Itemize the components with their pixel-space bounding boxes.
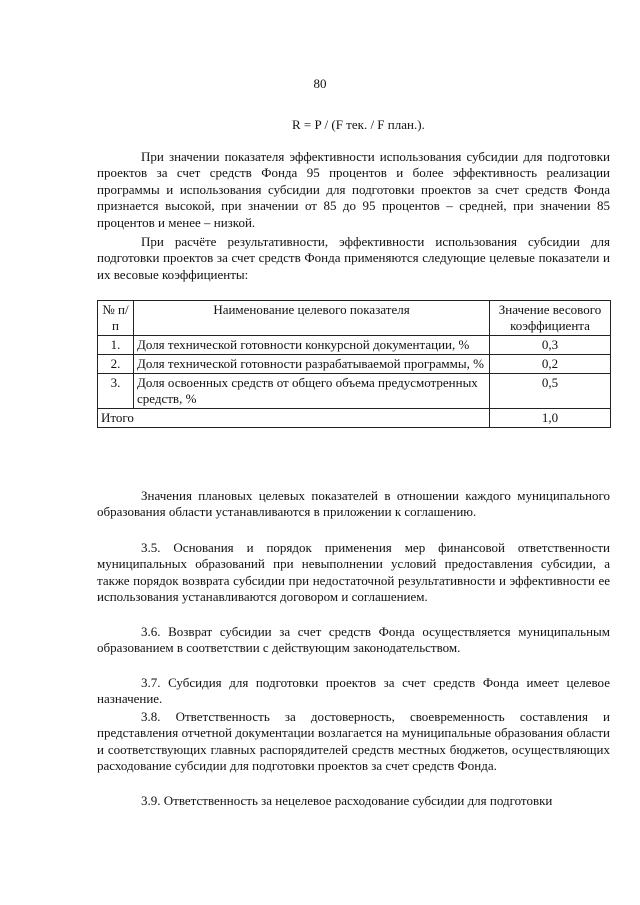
row-weight: 0,3 bbox=[490, 336, 611, 355]
paragraph-3-8: 3.8. Ответственность за достоверность, своевременность составления и представления отчетной документации возлагается на муниципальные образования области и соответствующих главных распорядителей средств местных бюджетов, осуществляющих расходование субсидии для подготовки проектов за счет средств Фонда. bbox=[97, 709, 610, 774]
total-value: 1,0 bbox=[490, 409, 611, 428]
row-weight: 0,5 bbox=[490, 374, 611, 409]
row-indicator-name: Доля технической готовности конкурсной документации, % bbox=[134, 336, 490, 355]
table-row bbox=[98, 374, 611, 409]
paragraph-3-5: 3.5. Основания и порядок применения мер финансовой ответственности муниципальных образований при невыполнении условий предоставления субсидии, а также порядок возврата субсидии при недостаточной результативности и эффективности ее использования устанавливаются договором и соглашением. bbox=[97, 540, 610, 605]
formula: R = P / (F тек. / F план.). bbox=[292, 117, 425, 132]
paragraph-3-9: 3.9. Ответственность за нецелевое расходование субсидии для подготовки bbox=[141, 793, 553, 808]
table-total-row bbox=[98, 409, 611, 428]
paragraph-3-7: 3.7. Субсидия для подготовки проектов за счет средств Фонда имеет целевое назначение. bbox=[97, 675, 610, 707]
paragraph-efficiency: При значении показателя эффективности использования субсидии для подготовки проектов за счет средств Фонда 95 процентов и более эффективность реализации программы и использования субсидии для подготовки проектов за счет средств Фонда признается высокой, при значении от 85 до 95 процентов – средней, при значении 85 процентов и менее – низкой. bbox=[97, 149, 610, 230]
paragraph-indicators-intro: При расчёте результативности, эффективности использования субсидии для подготовки проектов за счет средств Фонда применяются следующие целевые показатели и их весовые коэффициенты: bbox=[97, 234, 610, 282]
row-weight: 0,2 bbox=[490, 355, 611, 374]
header-indicator-name: Наименование целевого показателя bbox=[134, 301, 490, 336]
table-header-row bbox=[98, 301, 611, 336]
row-number: 3. bbox=[98, 374, 134, 409]
total-label: Итого bbox=[98, 409, 490, 428]
row-number: 2. bbox=[98, 355, 134, 374]
header-number: № п/п bbox=[98, 301, 134, 336]
header-weight: Значение весового коэффициента bbox=[490, 301, 611, 336]
paragraph-planned-indicators: Значения плановых целевых показателей в отношении каждого муниципального образования области устанавливаются в приложении к соглашению. bbox=[97, 488, 610, 520]
row-indicator-name: Доля освоенных средств от общего объема предусмотренных средств, % bbox=[134, 374, 490, 409]
table-row bbox=[98, 355, 611, 374]
indicators-table bbox=[97, 300, 611, 428]
table-row bbox=[98, 336, 611, 355]
paragraph-3-6: 3.6. Возврат субсидии за счет средств Фонда осуществляется муниципальным образованием в соответствии с действующим законодательством. bbox=[97, 624, 610, 656]
row-number: 1. bbox=[98, 336, 134, 355]
page-number: 80 bbox=[313, 76, 327, 91]
row-indicator-name: Доля технической готовности разрабатываемой программы, % bbox=[134, 355, 490, 374]
